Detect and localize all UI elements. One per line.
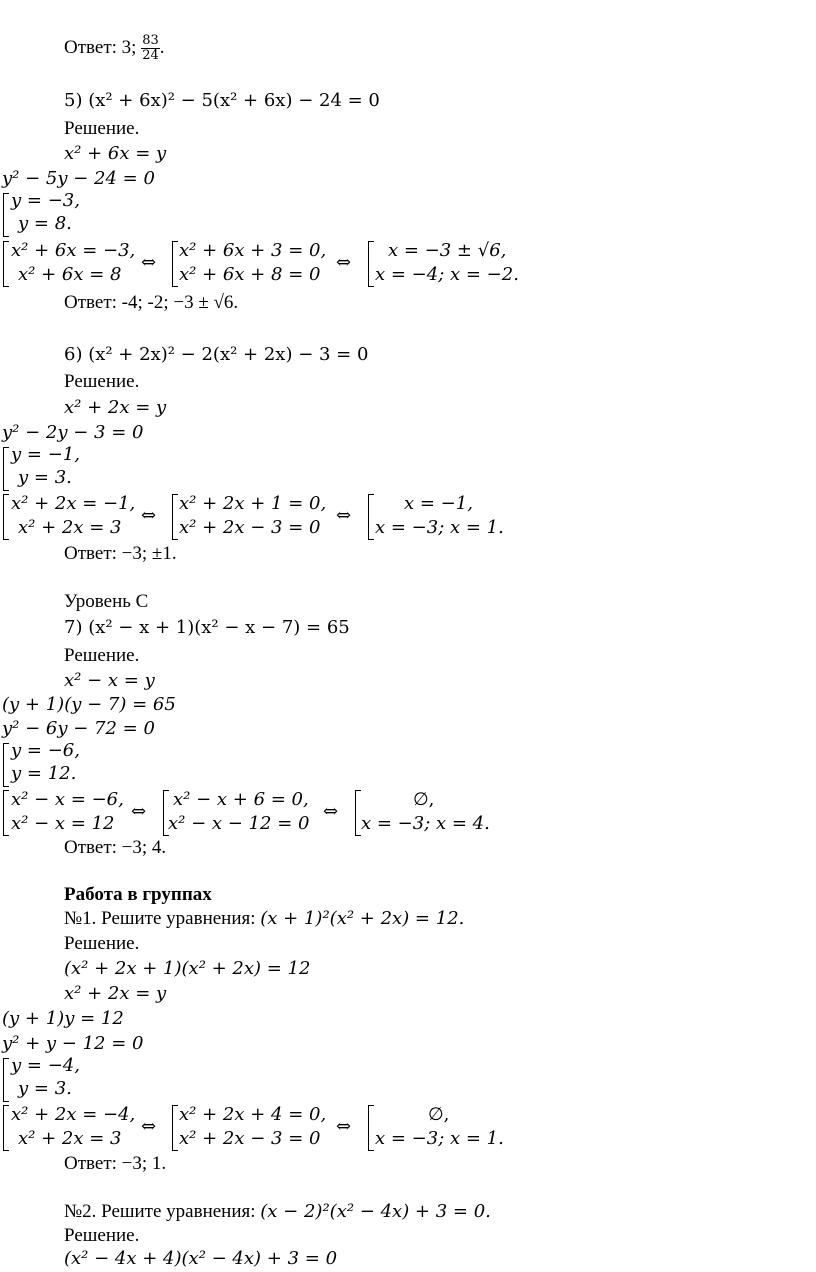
- root-g1a: y = −4,: [11, 1055, 80, 1076]
- equivalence-g1a: ⇔: [141, 1116, 157, 1137]
- fraction-numerator: 83: [142, 33, 159, 48]
- equivalence-7a: ⇔: [131, 801, 147, 822]
- system-g1-1a: x² + 2x = −4,: [11, 1104, 136, 1125]
- solution-label-6: Решение.: [64, 371, 140, 392]
- bracket-g1-system2: [172, 1105, 178, 1151]
- equivalence-5a: ⇔: [141, 252, 157, 273]
- answer-line-prev: [64, 34, 164, 63]
- task-1-label: №1. Решите уравнения:: [64, 908, 261, 929]
- answer-prev-end: .: [159, 36, 165, 58]
- root-g1b: y = 3.: [18, 1078, 72, 1099]
- system-7-3b: x = −3; x = 4.: [361, 813, 490, 834]
- system-5-1b: x² + 6x = 8: [18, 264, 122, 285]
- system-g1-3b: x = −3; x = 1.: [375, 1128, 504, 1149]
- answer-fraction: [141, 34, 160, 63]
- root-5b: y = 8.: [18, 213, 72, 234]
- answer-7: Ответ: −3; 4.: [64, 837, 167, 858]
- problem-7-equation: 7) (x² − x + 1)(x² − x − 7) = 65: [64, 617, 350, 638]
- level-c-heading: Уровень С: [64, 591, 149, 612]
- system-5-2a: x² + 6x + 3 = 0,: [179, 240, 327, 261]
- problem-5-equation: 5) (x² + 6x)² − 5(x² + 6x) − 24 = 0: [64, 90, 380, 111]
- substitution-7: x² − x = y: [64, 670, 155, 691]
- system-6-1a: x² + 2x = −1,: [11, 493, 136, 514]
- bracket-g1-system3: [368, 1105, 374, 1151]
- bracket-5-system3: [368, 241, 374, 287]
- answer-6: Ответ: −3; ±1.: [64, 543, 177, 564]
- bracket-5-system2: [172, 241, 178, 287]
- root-5a: y = −3,: [11, 190, 80, 211]
- solution-label-7: Решение.: [64, 645, 140, 666]
- answer-prev-text: Ответ: 3;: [64, 36, 142, 58]
- bracket-6-system2: [172, 494, 178, 540]
- root-7b: y = 12.: [11, 763, 77, 784]
- system-6-2b: x² + 2x − 3 = 0: [179, 517, 321, 538]
- task-2-statement: [64, 1201, 491, 1223]
- system-7-1a: x² − x = −6,: [11, 789, 124, 810]
- bracket-g1-roots: [3, 1058, 9, 1102]
- product-g1: (y + 1)y = 12: [2, 1008, 124, 1029]
- quadratic-5: y² − 5y − 24 = 0: [2, 168, 155, 189]
- equivalence-7b: ⇔: [323, 801, 339, 822]
- bracket-6-system1: [3, 494, 9, 540]
- quadratic-6: y² − 2y − 3 = 0: [2, 422, 144, 443]
- system-5-2b: x² + 6x + 8 = 0: [179, 264, 321, 285]
- system-5-3a: x = −3 ± √6,: [388, 240, 507, 261]
- expanded-g1: (x² + 2x + 1)(x² + 2x) = 12: [64, 958, 311, 979]
- solution-label-g1: Решение.: [64, 933, 140, 954]
- fraction-denominator: 24: [142, 48, 159, 63]
- system-6-1b: x² + 2x = 3: [18, 517, 122, 538]
- system-7-1b: x² − x = 12: [11, 813, 115, 834]
- system-6-3b: x = −3; x = 1.: [375, 517, 504, 538]
- substitution-5: x² + 6x = y: [64, 143, 167, 164]
- bracket-g1-system1: [3, 1105, 9, 1151]
- system-6-2a: x² + 2x + 1 = 0,: [179, 493, 327, 514]
- equivalence-6b: ⇔: [336, 505, 352, 526]
- system-6-3a: x = −1,: [404, 493, 473, 514]
- quadratic-g1: y² + y − 12 = 0: [2, 1033, 144, 1054]
- bracket-5-roots: [3, 193, 9, 237]
- expanded-g2: (x² − 4x + 4)(x² − 4x) + 3 = 0: [64, 1248, 338, 1269]
- bracket-7-system1: [3, 790, 9, 836]
- root-7a: y = −6,: [11, 740, 80, 761]
- task-2-label: №2. Решите уравнения:: [64, 1201, 261, 1222]
- solution-label-5: Решение.: [64, 118, 140, 139]
- equivalence-5b: ⇔: [336, 252, 352, 273]
- task-1-equation: (x + 1)²(x² + 2x) = 12.: [260, 908, 465, 929]
- bracket-5-system1: [3, 241, 9, 287]
- system-g1-2a: x² + 2x + 4 = 0,: [179, 1104, 327, 1125]
- task-2-equation: (x − 2)²(x² − 4x) + 3 = 0.: [260, 1201, 491, 1222]
- bracket-7-roots: [3, 743, 9, 787]
- problem-6-equation: 6) (x² + 2x)² − 2(x² + 2x) − 3 = 0: [64, 344, 369, 365]
- substitution-6: x² + 2x = y: [64, 397, 167, 418]
- system-7-2b: x² − x − 12 = 0: [168, 813, 310, 834]
- system-g1-1b: x² + 2x = 3: [18, 1128, 122, 1149]
- answer-5: Ответ: -4; -2; −3 ± √6.: [64, 292, 239, 313]
- empty-set-7: ∅,: [413, 789, 435, 810]
- bracket-6-roots: [3, 447, 9, 491]
- equivalence-g1b: ⇔: [336, 1116, 352, 1137]
- answer-g1: Ответ: −3; 1.: [64, 1153, 167, 1174]
- solution-label-g2: Решение.: [64, 1225, 140, 1246]
- substitution-g1: x² + 2x = y: [64, 983, 167, 1004]
- system-7-2a: x² − x + 6 = 0,: [173, 789, 309, 810]
- product-7: (y + 1)(y − 7) = 65: [2, 694, 176, 715]
- empty-set-g1: ∅,: [428, 1104, 450, 1125]
- equivalence-6a: ⇔: [141, 505, 157, 526]
- system-5-1a: x² + 6x = −3,: [11, 240, 136, 261]
- system-5-3b: x = −4; x = −2.: [375, 264, 519, 285]
- quadratic-7: y² − 6y − 72 = 0: [2, 718, 155, 739]
- system-g1-2b: x² + 2x − 3 = 0: [179, 1128, 321, 1149]
- group-work-heading: Работа в группах: [64, 884, 212, 905]
- bracket-6-system3: [368, 494, 374, 540]
- root-6a: y = −1,: [11, 444, 80, 465]
- root-6b: y = 3.: [18, 467, 72, 488]
- task-1-statement: [64, 908, 464, 930]
